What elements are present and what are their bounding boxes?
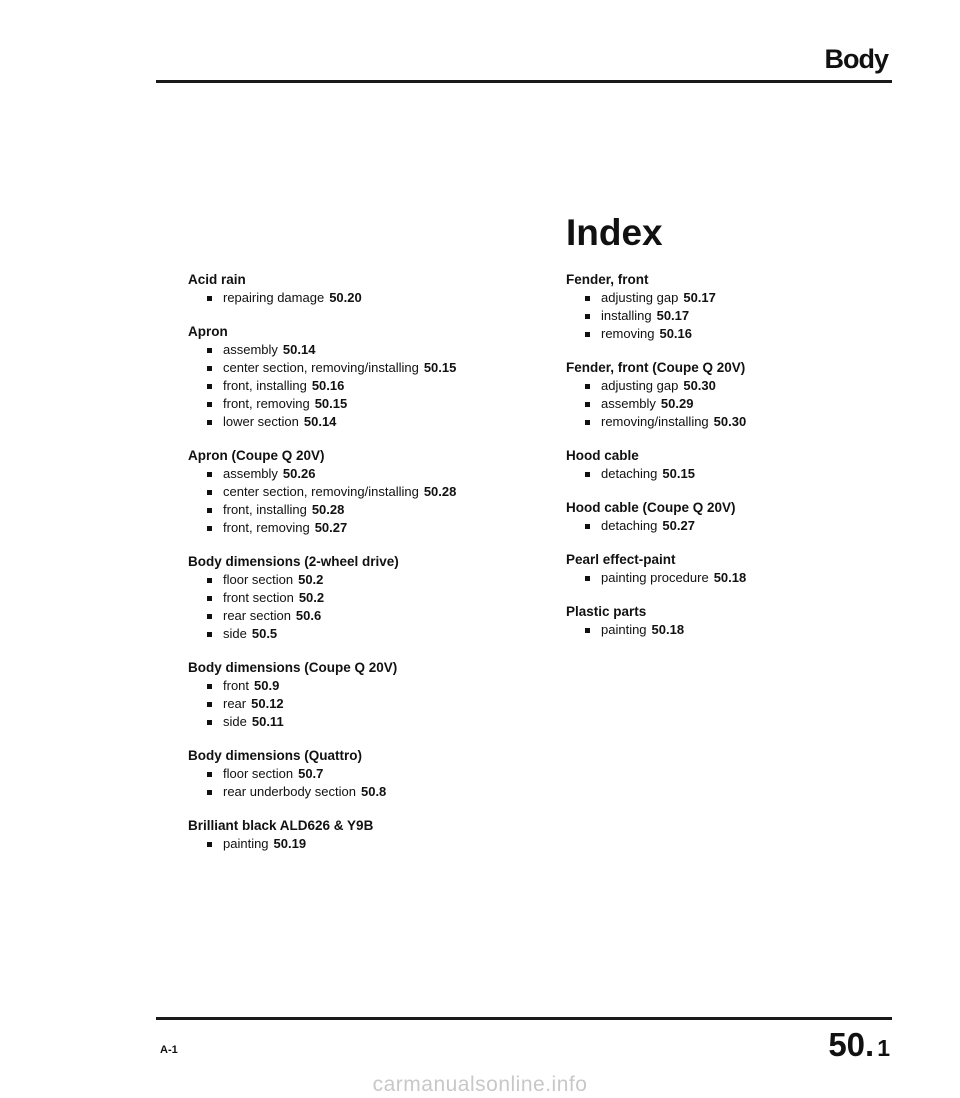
index-subentry <box>566 307 896 325</box>
page-reference: 50.15 <box>314 396 348 411</box>
page-reference: 50.17 <box>656 308 690 323</box>
index-entry-title: Apron <box>188 324 228 339</box>
index-entry <box>566 602 896 639</box>
page-reference: 50.16 <box>311 378 345 393</box>
index-subentry <box>188 765 518 783</box>
subentry-text: removing/installing <box>601 414 709 429</box>
subentry-text: center section, removing/installing <box>223 360 419 375</box>
subentry-text: side <box>223 714 247 729</box>
index-subentry <box>188 289 518 307</box>
index-subentry <box>188 783 518 801</box>
page-reference: 50.27 <box>314 520 348 535</box>
index-entry-title: Apron (Coupe Q 20V) <box>188 448 325 463</box>
page-reference: 50.2 <box>298 590 325 605</box>
page-reference: 50.12 <box>251 696 284 711</box>
subentry-text: rear underbody section <box>223 784 356 799</box>
page-reference: 50.19 <box>273 836 307 851</box>
page-reference: 50.7 <box>298 766 324 781</box>
index-subentry <box>188 571 518 589</box>
index-subentry <box>188 519 518 537</box>
index-subentry <box>566 325 896 343</box>
index-entry-title: Body dimensions (Coupe Q 20V) <box>188 660 398 675</box>
subentry-text: side <box>223 626 247 641</box>
index-subentry <box>566 621 896 639</box>
index-entry-title: Acid rain <box>188 272 246 287</box>
index-subentry <box>188 589 518 607</box>
index-subentry <box>188 377 518 395</box>
index-entry-title: Plastic parts <box>566 604 647 619</box>
index-entry-title: Pearl effect-paint <box>566 552 676 567</box>
index-entry-title: Hood cable (Coupe Q 20V) <box>566 500 736 515</box>
index-column-right <box>566 270 896 654</box>
index-column-left <box>188 270 518 868</box>
page-number-minor: 1 <box>877 1035 890 1061</box>
index-subentry <box>188 465 518 483</box>
index-subentry <box>188 501 518 519</box>
subentry-text: adjusting gap <box>601 290 679 305</box>
subentry-text: adjusting gap <box>601 378 679 393</box>
index-subentry <box>188 483 518 501</box>
index-subentry <box>566 289 896 307</box>
footer-rule <box>156 1017 892 1020</box>
index-entry-title: Body dimensions (Quattro) <box>188 748 363 763</box>
page-reference: 50.26 <box>282 466 316 481</box>
subentry-text: detaching <box>601 466 658 481</box>
header-rule <box>156 80 892 83</box>
subentry-text: detaching <box>601 518 658 533</box>
index-entry-title: Hood cable <box>566 448 639 463</box>
index-title: Index <box>566 212 663 253</box>
page-reference: 50.16 <box>659 326 693 341</box>
index-entry <box>188 270 518 307</box>
page-reference: 50.28 <box>423 484 457 499</box>
index-entry <box>188 552 518 643</box>
footer-code: A-1 <box>160 1044 178 1056</box>
page-reference: 50.14 <box>282 342 316 357</box>
subentry-text: front section <box>223 590 294 605</box>
page-number <box>828 1026 890 1064</box>
index-subentry <box>566 377 896 395</box>
index-entry <box>566 550 896 587</box>
section-label: Body <box>824 44 888 74</box>
page-reference: 50.18 <box>651 622 685 637</box>
page-reference: 50.9 <box>254 678 280 693</box>
index-entry <box>566 498 896 535</box>
index-entry <box>566 358 896 431</box>
index-subentry <box>188 359 518 377</box>
index-entry <box>188 816 518 853</box>
index-entry <box>566 270 896 343</box>
index-subentry <box>188 607 518 625</box>
watermark: carmanualsonline.info <box>372 1073 588 1096</box>
subentry-text: floor section <box>223 766 294 781</box>
index-subentry <box>566 569 896 587</box>
page-reference: 50.28 <box>311 502 345 517</box>
index-subentry <box>566 517 896 535</box>
page-number-major: 50. <box>828 1026 875 1063</box>
page-reference: 50.27 <box>662 518 695 533</box>
index-subentry <box>566 413 896 431</box>
page-reference: 50.18 <box>713 570 747 585</box>
subentry-text: rear section <box>223 608 291 623</box>
page-reference: 50.5 <box>251 626 278 641</box>
subentry-text: center section, removing/installing <box>223 484 419 499</box>
index-entry-title: Fender, front (Coupe Q 20V) <box>566 360 746 375</box>
subentry-text: repairing damage <box>223 290 325 305</box>
index-subentry <box>188 625 518 643</box>
page-reference: 50.15 <box>423 360 457 375</box>
page-reference: 50.15 <box>662 466 695 481</box>
subentry-text: front, removing <box>223 396 310 411</box>
page-reference: 50.6 <box>295 608 322 623</box>
subentry-text: assembly <box>223 342 278 357</box>
subentry-text: installing <box>601 308 652 323</box>
page-reference: 50.20 <box>329 290 362 305</box>
index-entry <box>188 658 518 731</box>
index-entry-title: Fender, front <box>566 272 649 287</box>
subentry-text: front, removing <box>223 520 310 535</box>
subentry-text: removing <box>601 326 655 341</box>
subentry-text: front <box>223 678 250 693</box>
page-reference: 50.17 <box>683 290 716 305</box>
index-subentry <box>188 413 518 431</box>
page-reference: 50.30 <box>683 378 716 393</box>
index-entry-title: Body dimensions (2-wheel drive) <box>188 554 399 569</box>
subentry-text: lower section <box>223 414 299 429</box>
subentry-text: front, installing <box>223 378 307 393</box>
index-entry <box>188 446 518 537</box>
subentry-text: front, installing <box>223 502 307 517</box>
index-entry <box>566 446 896 483</box>
page-reference: 50.2 <box>298 572 324 587</box>
index-entry <box>188 746 518 801</box>
subentry-text: painting <box>601 622 647 637</box>
index-subentry <box>188 341 518 359</box>
index-subentry <box>566 465 896 483</box>
subentry-text: painting procedure <box>601 570 709 585</box>
index-entry <box>188 322 518 431</box>
page-reference: 50.30 <box>713 414 747 429</box>
index-entry-title: Brilliant black ALD626 & Y9B <box>188 818 374 833</box>
index-subentry <box>188 835 518 853</box>
page-reference: 50.8 <box>360 784 387 799</box>
page-reference: 50.14 <box>303 414 337 429</box>
index-subentry <box>188 395 518 413</box>
index-subentry <box>566 395 896 413</box>
subentry-text: rear <box>223 696 247 711</box>
index-subentry <box>188 713 518 731</box>
subentry-text: floor section <box>223 572 294 587</box>
subentry-text: painting <box>223 836 269 851</box>
index-subentry <box>188 677 518 695</box>
index-subentry <box>188 695 518 713</box>
subentry-text: assembly <box>223 466 278 481</box>
page-reference: 50.11 <box>251 714 284 729</box>
subentry-text: assembly <box>601 396 656 411</box>
page-reference: 50.29 <box>660 396 694 411</box>
